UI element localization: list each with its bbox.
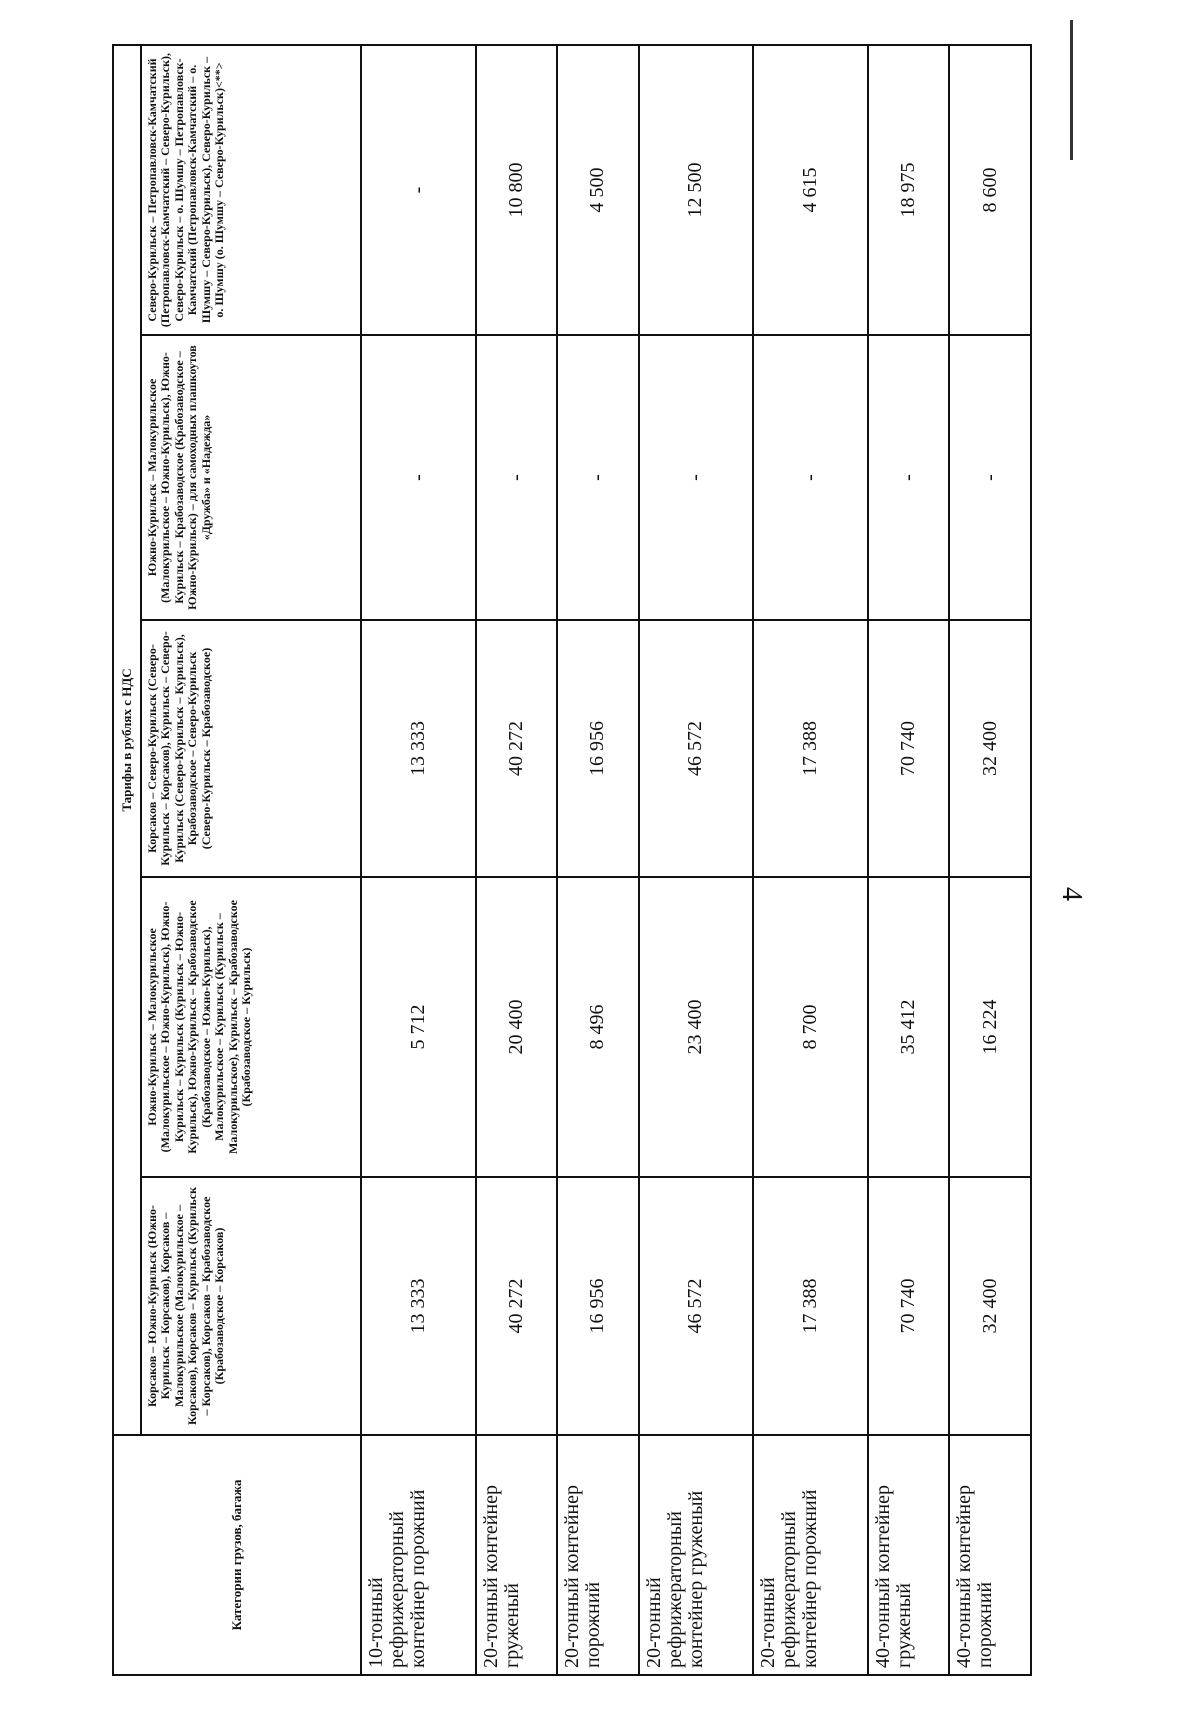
tariff-value: -	[868, 335, 950, 620]
rotated-table-container	[112, 46, 1032, 1676]
tariff-value: 16 956	[557, 1177, 639, 1435]
tariff-value: -	[557, 335, 639, 620]
tariff-value: 17 388	[753, 620, 868, 877]
tariff-table	[112, 44, 1032, 1676]
route-header: Южно-Курильск – Малокурильское (Малокурильское – Южно-Курильск), Южно-Курильск – Крабозаводское (Крабозаводское – Южно-Курильск) – для самоходных плашкоутов «Дружба» и «Надежда»	[141, 335, 361, 620]
route-header-row	[141, 45, 361, 1675]
tariff-value: 32 400	[949, 1177, 1031, 1435]
tariff-value: -	[753, 335, 868, 620]
tariff-value: 13 333	[361, 620, 476, 877]
category-cell: 20-тонный контейнер порожний	[557, 1435, 639, 1675]
tariff-value: -	[476, 335, 558, 620]
table-row	[361, 45, 476, 1675]
tariff-value: 8 496	[557, 877, 639, 1177]
tariff-value: -	[949, 335, 1031, 620]
category-cell: 20-тонный рефрижераторный контейнер груженый	[639, 1435, 754, 1675]
route-header: Корсаков – Южно-Курильск (Южно-Курильск – Корсаков), Корсаков – Малокурильское (Малокурильское – Корсаков), Корсаков – Курильск (Курильск – Корсаков), Корсаков – Крабозаводское (Крабозаводское – Корсаков)	[141, 1177, 361, 1435]
tariff-value: 40 272	[476, 1177, 558, 1435]
tariff-value: 46 572	[639, 620, 754, 877]
tariff-value: 12 500	[639, 45, 754, 335]
page-number: 4	[1056, 887, 1087, 901]
table-row	[557, 45, 639, 1675]
table-row	[639, 45, 754, 1675]
tariff-value: -	[639, 335, 754, 620]
tariff-value: 46 572	[639, 1177, 754, 1435]
tariff-value: -	[361, 45, 476, 335]
tariff-value: 8 700	[753, 877, 868, 1177]
route-header: Корсаков – Северо-Курильск (Северо-Курильск – Корсаков), Курильск – Северо-Курильск (Северо-Курильск – Курильск), Крабозаводское – Северо-Курильск (Северо-Курильск – Крабозаводское)	[141, 620, 361, 877]
tariff-value: 70 740	[868, 1177, 950, 1435]
tariff-value: 23 400	[639, 877, 754, 1177]
table-row	[753, 45, 868, 1675]
tariff-value: 17 388	[753, 1177, 868, 1435]
tariff-value: -	[361, 335, 476, 620]
tariff-header: Тарифы в рублях с НДС	[113, 45, 141, 1435]
table-row	[949, 45, 1031, 1675]
category-cell: 20-тонный рефрижераторный контейнер порожний	[753, 1435, 868, 1675]
route-header: Южно-Курильск – Малокурильское (Малокурильское – Южно-Курильск), Южно-Курильск – Курильск (Курильск – Южно-Курильск), Южно-Курильск – Крабозаводское (Крабозаводское – Южно-Курильск), Малокурильское – Курильск (Курильск – Малокурильское), Курильск – Крабозаводское (Крабозаводское – Курильск)	[141, 877, 361, 1177]
category-header: Категории грузов, багажа	[113, 1435, 361, 1675]
category-cell: 20-тонный контейнер груженый	[476, 1435, 558, 1675]
tariff-value: 16 956	[557, 620, 639, 877]
category-cell: 10-тонный рефрижераторный контейнер порожний	[361, 1435, 476, 1675]
category-cell: 40-тонный контейнер порожний	[949, 1435, 1031, 1675]
tariff-value: 13 333	[361, 1177, 476, 1435]
tariff-value: 8 600	[949, 45, 1031, 335]
page-edge-line	[1070, 20, 1073, 160]
table-row	[868, 45, 950, 1675]
category-cell: 40-тонный контейнер груженый	[868, 1435, 950, 1675]
tariff-value: 10 800	[476, 45, 558, 335]
tariff-value: 20 400	[476, 877, 558, 1177]
tariff-value: 32 400	[949, 620, 1031, 877]
tariff-value: 16 224	[949, 877, 1031, 1177]
tariff-value: 4 500	[557, 45, 639, 335]
tariff-value: 18 975	[868, 45, 950, 335]
header-row	[113, 45, 141, 1675]
tariff-value: 40 272	[476, 620, 558, 877]
tariff-value: 5 712	[361, 877, 476, 1177]
tariff-value: 4 615	[753, 45, 868, 335]
tariff-value: 70 740	[868, 620, 950, 877]
route-header: Северо-Курильск – Петропавловск-Камчатский (Петропавловск-Камчатский – Северо-Курильск), Северо-Курильск – о. Шумшу – Петропавловск-Камчатский (Петропавловск-Камчатский – о. Шумшу – Северо-Курильск), Северо-Курильск – о. Шумшу (о. Шумшу – Северо-Курильск)<**>	[141, 45, 361, 335]
table-row	[476, 45, 558, 1675]
tariff-value: 35 412	[868, 877, 950, 1177]
